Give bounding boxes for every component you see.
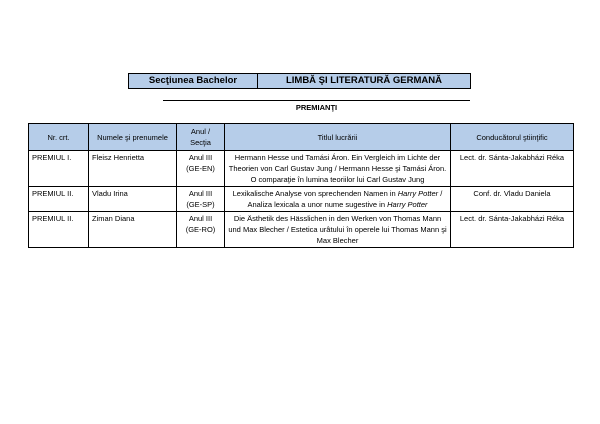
awards-heading: PREMIANŢI xyxy=(295,103,338,112)
table-header-row xyxy=(29,124,574,151)
title-segment: Harry Potter xyxy=(397,189,439,198)
row-student-name: Ziman Diana xyxy=(89,212,177,248)
row-paper-title xyxy=(225,212,451,248)
table-row xyxy=(29,151,574,187)
section-label: Secţiunea Bachelor xyxy=(129,74,258,88)
header-title: Titlul lucrării xyxy=(225,124,451,151)
row-year: Anul III xyxy=(188,153,213,162)
table-row xyxy=(29,187,574,212)
table-row xyxy=(29,212,574,248)
row-coordinator: Lect. dr. Sánta-Jakabházi Réka xyxy=(451,151,574,187)
header-section: Anul / Secţia xyxy=(177,124,225,151)
row-student-name: Vladu Irina xyxy=(89,187,177,212)
section-banner xyxy=(128,73,471,89)
row-year-section xyxy=(177,151,225,187)
row-year: Anul III xyxy=(188,214,213,223)
results-table xyxy=(28,123,574,248)
title-segment: Die Ästhetik des Hässlichen in den Werken von Thomas Mann und Max Blecher / Estetica urâtului în operele lui Thomas Mann şi Max Blecher xyxy=(228,214,447,245)
row-year-section xyxy=(177,212,225,248)
row-award: PREMIUL I. xyxy=(29,151,89,187)
section-value: LIMBĂ ŞI LITERATURĂ GERMANĂ xyxy=(285,75,443,87)
header-coordinator: Conducătorul ştiinţific xyxy=(451,124,574,151)
table-body xyxy=(29,151,574,248)
row-year-section xyxy=(177,187,225,212)
row-department: (GE-EN) xyxy=(186,164,215,173)
row-year: Anul III xyxy=(188,189,213,198)
row-coordinator: Lect. dr. Sánta-Jakabházi Réka xyxy=(451,212,574,248)
header-nr: Nr. crt. xyxy=(29,124,89,151)
row-paper-title xyxy=(225,187,451,212)
row-student-name: Fleisz Henrietta xyxy=(89,151,177,187)
header-name: Numele şi prenumele xyxy=(89,124,177,151)
title-segment: Harry Potter xyxy=(387,200,428,209)
row-award: PREMIUL II. xyxy=(29,212,89,248)
title-segment: Lexikalische Analyse von sprechenden Namen in xyxy=(232,189,398,198)
row-award: PREMIUL II. xyxy=(29,187,89,212)
row-coordinator: Conf. dr. Vladu Daniela xyxy=(451,187,574,212)
divider-rule xyxy=(163,100,470,101)
row-department: (GE-SP) xyxy=(186,200,215,209)
title-segment: / Analiza lexicala a unor nume sugestive in xyxy=(247,189,443,209)
row-department: (GE-RO) xyxy=(185,225,216,234)
row-paper-title xyxy=(225,151,451,187)
title-segment: Hermann Hesse und Tamási Áron. Ein Vergleich im Lichte der Theorien von Carl Gustav Jung / Hermann Hesse şi Tamási Áron. O comparaţie în lumina teoriilor lui Carl Gustav Jung xyxy=(228,153,447,184)
